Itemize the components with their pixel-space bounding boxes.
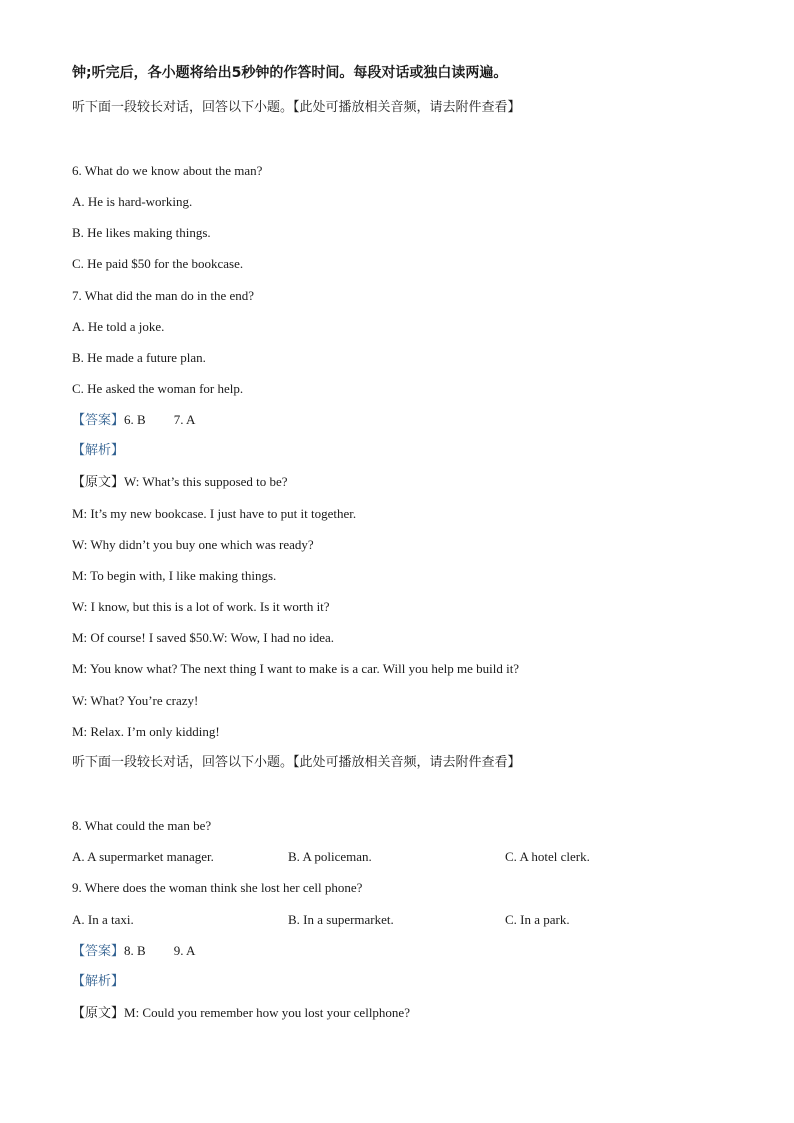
original-text-label: 【原文】 <box>72 475 125 490</box>
answer-label: 【答案】 <box>72 413 125 428</box>
answer-row-1 <box>72 411 195 430</box>
transcript-1-line-1 <box>72 473 288 492</box>
section-instruction: 钟;听完后，各小题将给出5秒钟的作答时间。每段对话或独白读两遍。 <box>72 65 508 81</box>
question-9: 9. Where does the woman think she lost her cell phone? <box>72 880 363 895</box>
transcript-1-line-2: M: It’s my new bookcase. I just have to put it together. <box>72 506 357 521</box>
listen-prompt-1: 听下面一段较长对话，回答以下小题。【此处可播放相关音频，请去附件查看】 <box>72 100 521 115</box>
answer-9: 9. A <box>173 943 196 958</box>
analysis-label-2: 【解析】 <box>72 974 125 989</box>
transcript-1-line-4: M: To begin with, I like making things. <box>72 568 277 583</box>
answer-6: 6. B <box>124 412 146 427</box>
transcript-2-line-1 <box>72 1004 410 1023</box>
answer-row-2 <box>72 942 195 961</box>
answer-label: 【答案】 <box>72 944 125 959</box>
question-8: 8. What could the man be? <box>72 818 212 833</box>
q8-option-a: A. A supermarket manager. <box>72 849 214 864</box>
transcript-line: W: What’s this supposed to be? <box>124 474 288 489</box>
question-6: 6. What do we know about the man? <box>72 163 263 178</box>
transcript-1-line-5: W: I know, but this is a lot of work. Is it worth it? <box>72 599 330 614</box>
q9-option-b: B. In a supermarket. <box>288 912 394 927</box>
transcript-1-line-7: M: You know what? The next thing I want to make is a car. Will you help me build it? <box>72 661 520 676</box>
transcript-1-line-3: W: Why didn’t you buy one which was ready? <box>72 537 314 552</box>
q9-option-a: A. In a taxi. <box>72 912 134 927</box>
q8-options <box>72 848 722 866</box>
q7-option-c: C. He asked the woman for help. <box>72 381 244 396</box>
q6-option-a: A. He is hard-working. <box>72 194 193 209</box>
transcript-line: M: Could you remember how you lost your cellphone? <box>124 1005 410 1020</box>
q8-option-c: C. A hotel clerk. <box>505 849 590 864</box>
listen-prompt-2: 听下面一段较长对话，回答以下小题。【此处可播放相关音频，请去附件查看】 <box>72 755 521 770</box>
transcript-1-line-6: M: Of course! I saved $50.W: Wow, I had no idea. <box>72 630 335 645</box>
q6-option-c: C. He paid $50 for the bookcase. <box>72 256 244 271</box>
transcript-1-line-8: W: What? You’re crazy! <box>72 693 199 708</box>
q9-options <box>72 911 722 929</box>
q7-option-a: A. He told a joke. <box>72 319 165 334</box>
q9-option-c: C. In a park. <box>505 912 570 927</box>
q7-option-b: B. He made a future plan. <box>72 350 206 365</box>
q6-option-b: B. He likes making things. <box>72 225 211 240</box>
answer-7: 7. A <box>173 412 196 427</box>
question-7: 7. What did the man do in the end? <box>72 288 255 303</box>
answer-8: 8. B <box>124 943 146 958</box>
original-text-label: 【原文】 <box>72 1006 125 1021</box>
transcript-1-line-9: M: Relax. I’m only kidding! <box>72 724 220 739</box>
q8-option-b: B. A policeman. <box>288 849 372 864</box>
analysis-label-1: 【解析】 <box>72 443 125 458</box>
